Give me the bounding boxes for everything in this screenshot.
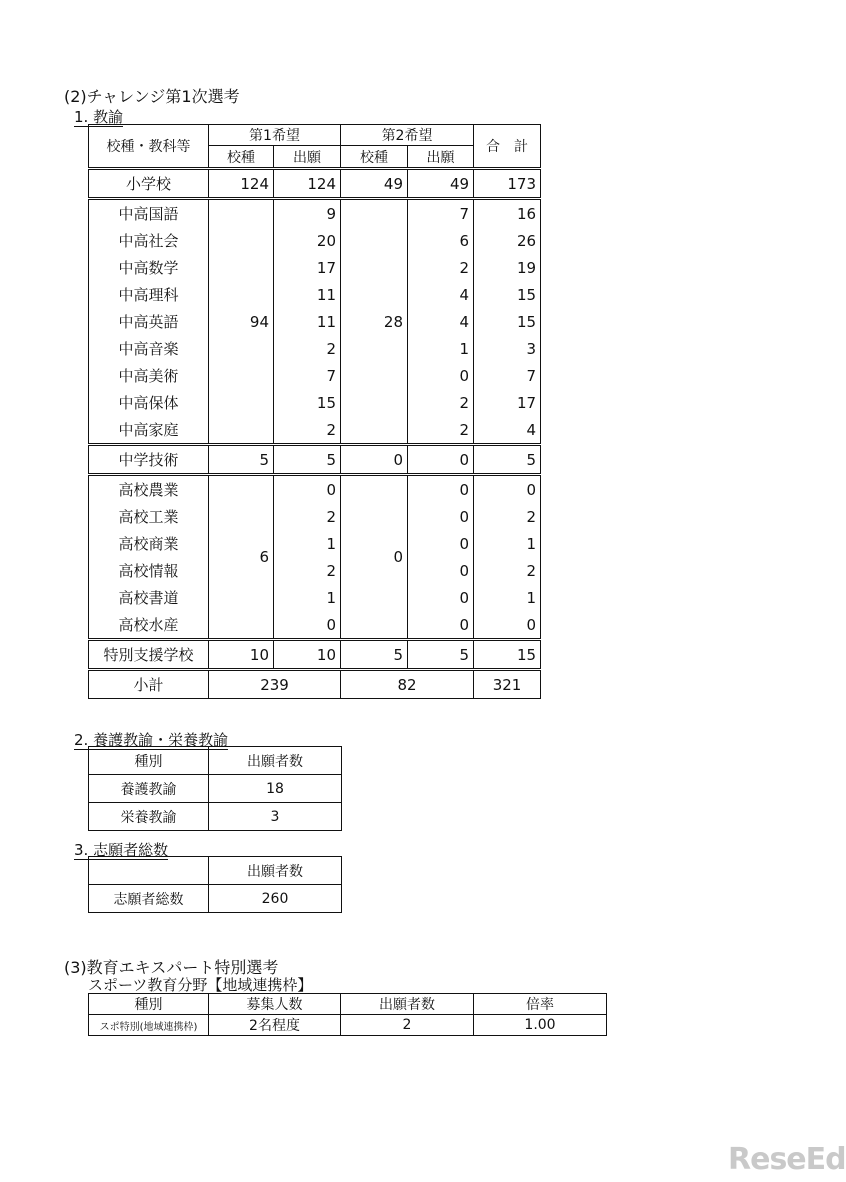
row-label: 志願者総数: [89, 885, 209, 913]
table-row: [89, 885, 342, 913]
cell-c1-apply: 15: [274, 389, 341, 416]
row-label: 中高国語: [89, 199, 209, 228]
table-row: [89, 775, 342, 803]
header-choice-2-apply: 出願: [408, 146, 474, 169]
table-row: [89, 416, 541, 445]
cell-c1-kind: 5: [209, 445, 274, 475]
cell-total: 5: [474, 445, 541, 475]
table-row: [89, 362, 541, 389]
row-label: 高校工業: [89, 503, 209, 530]
table-row: [89, 169, 541, 199]
cell-c2-apply: 6: [408, 227, 474, 254]
row-label: 栄養教諭: [89, 803, 209, 831]
row-label: 中高家庭: [89, 416, 209, 445]
cell-c2-kind: 49: [341, 169, 408, 199]
cell-c2-apply: 7: [408, 199, 474, 228]
row-value: 3: [209, 803, 342, 831]
cell-c1-kind: 124: [209, 169, 274, 199]
resed-logo: ReseEd: [728, 1142, 846, 1177]
table-row: [89, 335, 541, 362]
cell-c2-apply: 0: [408, 475, 474, 504]
row-label: 中高英語: [89, 308, 209, 335]
header-choice-1: 第1希望: [209, 125, 341, 146]
table-row: [89, 308, 541, 335]
cell-c2-apply: 4: [408, 308, 474, 335]
cell-c1-kind-group: 6: [209, 475, 274, 640]
cell-c2-kind: 5: [341, 640, 408, 670]
subtotal-total: 321: [474, 670, 541, 699]
cell-c2-apply: 0: [408, 611, 474, 640]
row-recruit: 2名程度: [209, 1015, 341, 1036]
cell-total: 173: [474, 169, 541, 199]
header-school-subject: 校種・教科等: [89, 125, 209, 169]
cell-total: 3: [474, 335, 541, 362]
table-row: [89, 445, 541, 475]
subtotal-row: [89, 670, 541, 699]
cell-c1-apply: 20: [274, 227, 341, 254]
cell-c1-apply: 1: [274, 530, 341, 557]
cell-c1-apply: 5: [274, 445, 341, 475]
cell-c2-apply: 0: [408, 362, 474, 389]
row-label: 高校情報: [89, 557, 209, 584]
cell-total: 2: [474, 503, 541, 530]
cell-c1-apply: 0: [274, 611, 341, 640]
cell-total: 15: [474, 281, 541, 308]
header-choice-2-kind: 校種: [341, 146, 408, 169]
table-row: [89, 281, 541, 308]
cell-total: 0: [474, 611, 541, 640]
cell-c1-apply: 124: [274, 169, 341, 199]
cell-total: 19: [474, 254, 541, 281]
cell-c2-apply: 0: [408, 557, 474, 584]
row-label: 高校農業: [89, 475, 209, 504]
table-row: [89, 530, 541, 557]
row-label: 小学校: [89, 169, 209, 199]
header-choice-1-apply: 出願: [274, 146, 341, 169]
cell-c2-kind-group: 28: [341, 199, 408, 445]
table-row: [89, 584, 541, 611]
cell-c1-apply: 7: [274, 362, 341, 389]
header-choice-1-kind: 校種: [209, 146, 274, 169]
row-label: 中高美術: [89, 362, 209, 389]
subtotal-choice-2: 82: [341, 670, 474, 699]
subsection-1-title-text: 1. 教諭: [74, 108, 124, 126]
cell-c1-kind: 10: [209, 640, 274, 670]
table-row: [89, 640, 541, 670]
cell-total: 17: [474, 389, 541, 416]
teacher-applications-table: [88, 124, 541, 699]
header-count: 出願者数: [209, 747, 342, 775]
row-label: 中学技術: [89, 445, 209, 475]
nurse-dietitian-table: [88, 746, 342, 831]
row-label: 中高保体: [89, 389, 209, 416]
header-blank: [89, 857, 209, 885]
header-count: 出願者数: [209, 857, 342, 885]
row-label: 中高数学: [89, 254, 209, 281]
subtotal-choice-1: 239: [209, 670, 341, 699]
cell-c1-apply: 2: [274, 557, 341, 584]
cell-c2-apply: 2: [408, 416, 474, 445]
row-value: 260: [209, 885, 342, 913]
cell-total: 16: [474, 199, 541, 228]
cell-total: 7: [474, 362, 541, 389]
subsection-3-title-text: 3. 志願者総数: [74, 841, 169, 859]
cell-c1-apply: 11: [274, 281, 341, 308]
section-2-title: (2)チャレンジ第1次選考: [64, 87, 240, 106]
row-kind: スポ特別(地域連携枠): [89, 1015, 209, 1036]
row-applicants: 2: [341, 1015, 474, 1036]
cell-total: 1: [474, 584, 541, 611]
section-3-title: (3)教育エキスパート特別選考: [64, 958, 279, 977]
total-applicants-table: [88, 856, 342, 913]
expert-selection-table: [88, 993, 607, 1036]
cell-c2-apply: 0: [408, 584, 474, 611]
cell-c1-kind-group: 94: [209, 199, 274, 445]
cell-c1-apply: 17: [274, 254, 341, 281]
table-row: [89, 389, 541, 416]
subtotal-label: 小計: [89, 670, 209, 699]
table-row: [89, 254, 541, 281]
row-label: 特別支援学校: [89, 640, 209, 670]
cell-c1-apply: 2: [274, 335, 341, 362]
section-3-subtitle: スポーツ教育分野【地域連携枠】: [88, 976, 313, 994]
header-kind: 種別: [89, 994, 209, 1015]
cell-c1-apply: 2: [274, 416, 341, 445]
table-row: [89, 611, 541, 640]
cell-c2-apply: 0: [408, 503, 474, 530]
cell-c1-apply: 10: [274, 640, 341, 670]
table-row: [89, 199, 541, 228]
cell-c2-kind-group: 0: [341, 475, 408, 640]
table-row: [89, 227, 541, 254]
table-row: [89, 503, 541, 530]
cell-total: 4: [474, 416, 541, 445]
row-label: 高校商業: [89, 530, 209, 557]
header-ratio: 倍率: [474, 994, 607, 1015]
header-applicants: 出願者数: [341, 994, 474, 1015]
row-label: 中高理科: [89, 281, 209, 308]
row-ratio: 1.00: [474, 1015, 607, 1036]
row-label: 高校水産: [89, 611, 209, 640]
cell-total: 15: [474, 640, 541, 670]
cell-c2-apply: 2: [408, 389, 474, 416]
table-row: [89, 803, 342, 831]
cell-c2-apply: 5: [408, 640, 474, 670]
cell-total: 1: [474, 530, 541, 557]
cell-c1-apply: 0: [274, 475, 341, 504]
row-value: 18: [209, 775, 342, 803]
table-row: [89, 1015, 607, 1036]
cell-c1-apply: 11: [274, 308, 341, 335]
cell-c2-apply: 1: [408, 335, 474, 362]
cell-c2-apply: 49: [408, 169, 474, 199]
table-row: [89, 557, 541, 584]
cell-total: 0: [474, 475, 541, 504]
cell-c2-apply: 0: [408, 445, 474, 475]
row-label: 中高音楽: [89, 335, 209, 362]
header-recruit: 募集人数: [209, 994, 341, 1015]
cell-c1-apply: 1: [274, 584, 341, 611]
row-label: 養護教諭: [89, 775, 209, 803]
cell-c2-apply: 0: [408, 530, 474, 557]
cell-total: 2: [474, 557, 541, 584]
header-kind: 種別: [89, 747, 209, 775]
header-total: 合 計: [474, 125, 541, 169]
header-choice-2: 第2希望: [341, 125, 474, 146]
row-label: 高校書道: [89, 584, 209, 611]
cell-total: 26: [474, 227, 541, 254]
cell-total: 15: [474, 308, 541, 335]
cell-c2-apply: 4: [408, 281, 474, 308]
cell-c2-apply: 2: [408, 254, 474, 281]
cell-c1-apply: 9: [274, 199, 341, 228]
cell-c2-kind: 0: [341, 445, 408, 475]
cell-c1-apply: 2: [274, 503, 341, 530]
row-label: 中高社会: [89, 227, 209, 254]
subsection-2-title-text: 2. 養護教諭・栄養教諭: [74, 731, 229, 749]
table-row: [89, 475, 541, 504]
